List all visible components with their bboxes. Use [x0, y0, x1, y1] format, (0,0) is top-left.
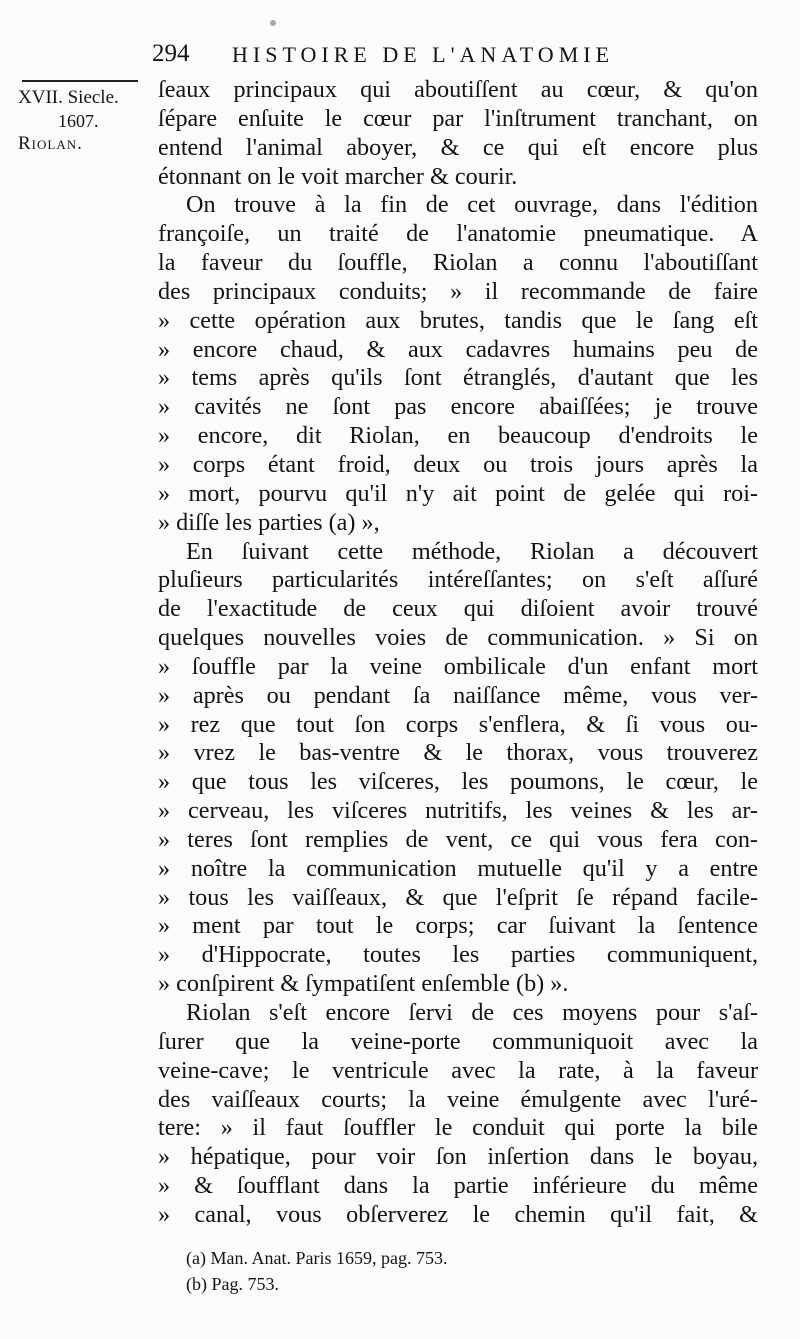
text-line: » rez que tout ſon corps s'enflera, & ſi vous ou-: [158, 710, 758, 738]
text-line: » que tous les viſceres, les poumons, le cœur, le: [158, 768, 758, 796]
text-line: » diſſe les parties (a) »,: [158, 508, 380, 536]
text-line: Riolan s'eſt encore ſervi de ces moyens pour s'aſ-: [186, 999, 758, 1026]
text-line: » & ſoufflant dans la partie inférieure du même: [158, 1172, 758, 1200]
text-line: tere: » il faut ſouffler le conduit qui porte la bile: [158, 1114, 758, 1142]
text-line: » cavités ne ſont pas encore abaiſſées; je trouve: [158, 393, 758, 421]
text-line: ſépare enſuite le cœur par l'inſtrument tranchant, on: [158, 104, 758, 132]
text-line: » tems après qu'ils ſont étranglés, d'autant que les: [158, 364, 758, 392]
text-line: En ſuivant cette méthode, Riolan a découvert: [186, 537, 758, 565]
text-line: » corps étant froid, deux ou trois jours après la: [158, 450, 758, 478]
margin-author: Riolan.: [18, 133, 83, 155]
text-line: des vaiſſeaux courts; la veine émulgente avec l'uré-: [158, 1085, 758, 1113]
text-line: » encore chaud, & aux cadavres humains peu de: [158, 335, 758, 363]
text-line: quelques nouvelles voies de communication. » Si on: [158, 624, 758, 652]
text-line: » cette opération aux brutes, tandis que le ſang eſt: [158, 306, 758, 334]
body-text: [158, 76, 758, 1230]
text-line: » d'Hippocrate, toutes les parties communiquent,: [158, 941, 758, 969]
text-line: des principaux conduits; » il recommande de faire: [158, 277, 758, 305]
text-line: entend l'animal aboyer, & ce qui eſt encore plus: [158, 133, 758, 161]
text-line: françoiſe, un traité de l'anatomie pneumatique. A: [158, 220, 758, 248]
text-line: veine-cave; le ventricule avec la rate, à la faveur: [158, 1056, 758, 1084]
footnote-b: (b) Pag. 753.: [186, 1274, 279, 1294]
text-line: ſeaux principaux qui aboutiſſent au cœur, & qu'on: [158, 76, 758, 103]
margin-year: 1607.: [58, 110, 99, 131]
text-line: » noître la communication mutuelle qu'il y a entre: [158, 854, 758, 882]
text-line: étonnant on le voit marcher & courir.: [158, 162, 518, 190]
margin-century: XVII. Siecle.: [18, 87, 119, 108]
text-line: » tous les vaiſſeaux, & que l'eſprit ſe répand facile-: [158, 883, 758, 911]
margin-note: [18, 86, 148, 156]
text-line: » teres ſont remplies de vent, ce qui vous fera con-: [158, 825, 758, 853]
running-title: HISTOIRE DE L'ANATOMIE: [232, 42, 615, 67]
ink-smudge: [270, 20, 276, 26]
text-line: pluſieurs particularités intéreſſantes; on s'eſt aſſuré: [158, 566, 758, 594]
text-line: de l'exactitude de ceux qui diſoient avoir trouvé: [158, 595, 758, 623]
margin-rule: [22, 80, 138, 82]
footnote-a: (a) Man. Anat. Paris 1659, pag. 753.: [186, 1248, 448, 1268]
text-line: » canal, vous obſerverez le chemin qu'il fait, &: [158, 1200, 758, 1228]
text-line: » conſpirent & ſympatiſent enſemble (b) ».: [158, 970, 569, 998]
text-line: la faveur du ſouffle, Riolan a connu l'aboutiſſant: [158, 249, 758, 277]
text-line: On trouve à la fin de cet ouvrage, dans l'édition: [186, 191, 758, 219]
page-header: [152, 40, 672, 74]
text-line: ſurer que la veine-porte communiquoit avec la: [158, 1027, 758, 1055]
text-line: » après ou pendant ſa naiſſance même, vous ver-: [158, 681, 758, 709]
footnotes: [186, 1245, 746, 1297]
text-line: » cerveau, les viſceres nutritifs, les veines & les ar-: [158, 797, 758, 825]
text-line: » vrez le bas-ventre & le thorax, vous trouverez: [158, 739, 758, 767]
text-line: » encore, dit Riolan, en beaucoup d'endroits le: [158, 422, 758, 450]
page-number: 294: [152, 40, 190, 67]
text-line: » ſouffle par la veine ombilicale d'un enfant mort: [158, 652, 758, 680]
text-line: » ment par tout le corps; car ſuivant la ſentence: [158, 912, 758, 940]
text-line: » hépatique, pour voir ſon inſertion dans le boyau,: [158, 1143, 758, 1171]
text-line: » mort, pourvu qu'il n'y ait point de gelée qui roi-: [158, 479, 758, 507]
